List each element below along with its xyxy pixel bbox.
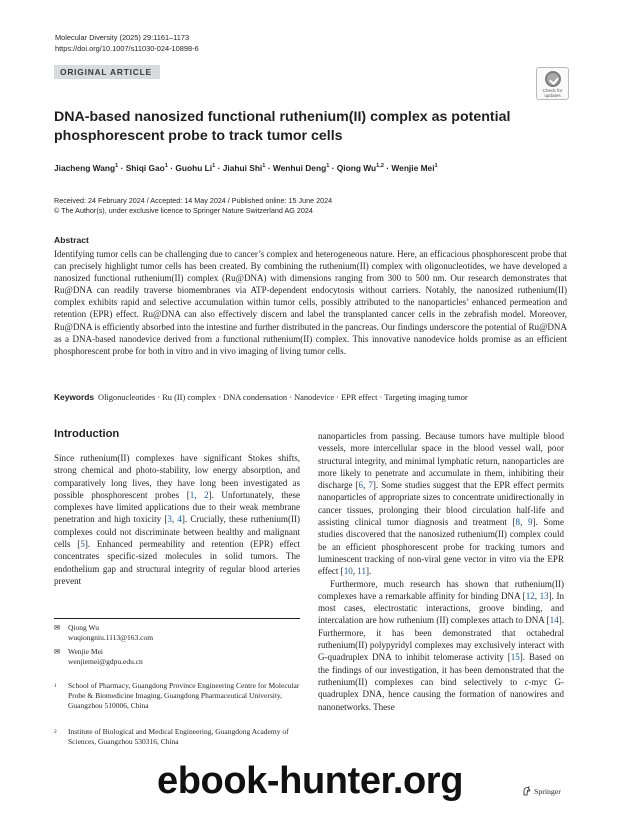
doi-link[interactable]: https://doi.org/10.1007/s11030-024-10898-6 <box>55 44 199 53</box>
text-run: , <box>194 489 205 500</box>
author-affiliation-marker: 1 <box>434 163 438 170</box>
author-separator: · <box>118 163 126 173</box>
text-run: nanoparticles from passing. Because tumors have multiple blood vessels, more intercellular space in the blood vessel wall, poor structural integrity, and minimal lymphatic return, nanoparticles are more likely to penetrate and accumulate in them, inhibiting their discharge [ <box>318 431 564 491</box>
citation-link[interactable]: 2 <box>204 489 209 500</box>
author-separator: · <box>167 163 176 173</box>
author-name[interactable]: Guohu Li <box>175 163 213 173</box>
author-affiliation-marker: 1 <box>326 163 330 170</box>
citation-link[interactable]: 13 <box>539 590 549 601</box>
text-run: ]. Based on the findings of our investigation, it has been demonstrated that the ruthenium(II) complexes can bind selectively to c-myc G-quadruplex DNA, hence causing the formation of nanowires and nanonetworks. These <box>318 652 564 712</box>
copyright-notice: © The Author(s), under exclusive licence to Springer Nature Switzerland AG 2024 <box>54 206 313 215</box>
watermark: ebook-hunter.org <box>156 760 464 802</box>
author-affiliation-marker: 1,2 <box>376 163 384 170</box>
intro-paragraph <box>318 430 564 578</box>
author-list <box>54 163 564 173</box>
text-run: Since ruthenium(II) complexes have significant Stokes shifts, strong chemical and photo-stability, low energy absorption, and comparatively long lives, they have long been investigated as possible phosphorescent probes [ <box>54 453 300 500</box>
citation-link[interactable]: 7 <box>368 480 373 491</box>
affiliation-text: School of Pharmacy, Guangdong Province Engineering Centre for Molecular Probe & Biomedicine Imaging, Guangdong Pharmaceutical University, Guangzhou 510006, China <box>68 681 300 711</box>
text-run: , <box>363 480 369 491</box>
intro-paragraph <box>318 578 564 713</box>
author-name[interactable]: Jiacheng Wang <box>54 163 116 173</box>
citation-link[interactable]: 11 <box>357 566 366 577</box>
contact-name: Wenjie Mei <box>68 647 104 656</box>
text-run: ]. Furthermore, it has been demonstrated that octahedral ruthenium(II) polypyridyl complexes may exclusively interact with G-quadruplex DNA to inhibit telomerase activity [ <box>318 615 564 663</box>
text-run: ]. Some studies discovered that the nanosized ruthenium(II) complex could be an efficient phosphorescent probe for tracking tumors and luminescent tracking of non-viral gene vector in vitro via the EPR effect [ <box>318 517 564 577</box>
publication-dates: Received: 24 February 2024 / Accepted: 14 May 2024 / Published online: 15 June 2024 <box>54 196 333 205</box>
text-run: , <box>171 514 178 525</box>
text-run: Furthermore, much research has shown that ruthenium(II) complexes have a remarkable affinity for binding DNA [ <box>318 578 564 601</box>
footnote-divider <box>54 618 300 619</box>
citation-link[interactable]: 6 <box>358 480 364 491</box>
keywords-text: Oligonucleotides · Ru (II) complex · DNA condensation · Nanodevice · EPR effect · Targeting imaging tumor <box>98 393 468 402</box>
author-affiliation-marker: 1 <box>262 163 266 170</box>
article-type-label: ORIGINAL ARTICLE <box>54 65 160 79</box>
intro-paragraph <box>54 452 300 587</box>
keywords <box>54 392 567 402</box>
publisher-name: Springer <box>534 786 561 796</box>
abstract-text: Identifying tumor cells can be challenging due to cancer’s complex and heterogeneous nature. Here, an efficacious phosphorescent probe that can precisely highlight tumor cells has been created. By combining the ruthenium(II) complex with oligonucleotides, we have developed a nanosized functional ruthenium(II) complex (Ru@DNA) with dimensions ranging from 300 to 500 nm. Our research demonstrates that Ru@DNA can readily traverse biomembranes via ATP-dependent endocytosis without carriers. Notably, the nanosized ruthenium(II) complex exhibits rapid and selective accumulation within tumor cells, possibly attributed to the nanoparticles’ enhanced permeation and retention (EPR) effect. Ru@DNA can also effectively discern and label the transplanted cancer cells in the zebrafish model. Moreover, Ru@DNA is efficiently absorbed into the intestine and further distributed in the pancreas. Our findings underscore the potential of Ru@DNA as a DNA-based nanodevice derived from a functional ruthenium(II) complex. This innovative nanodevice holds promise as an efficient phosphorescent probe for both in vitro and in vivo imaging of living tumor cells. <box>54 249 567 356</box>
check-badge-icon <box>545 71 561 87</box>
keywords-label: Keywords <box>54 392 95 402</box>
journal-citation: Molecular Diversity (2025) 29:1161–1173 <box>55 33 190 42</box>
text-run: ]. Enhanced permeability and retention (EPR) effect concentrates specific-sized molecules in solid tumors. The endothelium gap and structural integrity of regular blood arteries prevent <box>54 539 300 586</box>
author-separator: · <box>383 163 392 173</box>
envelope-icon: ✉ <box>54 623 61 632</box>
envelope-icon: ✉ <box>54 647 61 656</box>
contact-name: Qiong Wu <box>68 623 100 632</box>
affiliation-text: Institute of Biological and Medical Engineering, Guangdong Academy of Sciences, Guangzhou 530316, China <box>68 727 289 747</box>
text-run: ]. In most cases, electrostatic interactions, groove binding, and intercalation are how ruthenium (II) complexes attach to DNA [ <box>318 590 564 626</box>
text-run: ]. Unfortunately, these complexes have limited applications due to their weak membrane penetration and high toxicity [ <box>54 489 300 525</box>
citation-link[interactable]: 10 <box>343 566 353 577</box>
citation-link[interactable]: 8 <box>515 517 521 528</box>
author-name[interactable]: Wenjie Mei <box>391 163 435 173</box>
body-column-right <box>318 430 564 713</box>
author-affiliation-marker: 1 <box>115 163 119 170</box>
author-separator: · <box>215 163 223 173</box>
author-name[interactable]: Wenhui Deng <box>272 163 327 173</box>
body-column-left <box>54 452 300 587</box>
author-name[interactable]: Shiqi Gao <box>125 163 165 173</box>
citation-link[interactable]: 15 <box>510 652 520 663</box>
citation-link[interactable]: 9 <box>527 517 533 528</box>
crossmark-button[interactable] <box>536 67 569 100</box>
contact-email[interactable]: wuqiongniu.1113@163.com <box>68 633 154 642</box>
affiliation-number: 1 <box>54 683 57 689</box>
citation-link[interactable]: 3 <box>167 514 172 525</box>
author-affiliation-marker: 1 <box>212 163 216 170</box>
author-separator: · <box>265 163 273 173</box>
crossmark-line1: Check for <box>542 88 563 93</box>
article-title: DNA-based nanosized functional ruthenium(II) complex as potential phosphorescent probe to track tumor cells <box>54 109 511 144</box>
author-name[interactable]: Jiahui Shi <box>222 163 263 173</box>
contact-email[interactable]: wenjiemei@gdpu.edu.cn <box>68 657 143 666</box>
citation-link[interactable]: 14 <box>549 615 559 626</box>
text-run: , <box>534 590 540 601</box>
text-run: ]. Crucially, these ruthenium(II) complexes could not discriminate between healthy and malignant cells [ <box>54 514 300 550</box>
section-heading-introduction: Introduction <box>54 428 120 440</box>
affiliation-number: 2 <box>54 729 57 735</box>
author-separator: · <box>329 163 337 173</box>
abstract-heading: Abstract <box>54 235 89 245</box>
citation-link[interactable]: 5 <box>80 539 85 550</box>
text-run: ]. <box>366 566 372 577</box>
text-run: , <box>520 517 528 528</box>
citation-link[interactable]: 4 <box>177 514 182 525</box>
text-run: ]. Some studies suggest that the EPR effect permits nanoparticles of appropriate sizes to concentrate unidirectionally in cancer tissues, prolonging their blood circulation half-life and assisting clinical tumor diagnosis and treatment [ <box>318 480 565 528</box>
crossmark-line2: updates <box>544 93 561 98</box>
author-name[interactable]: Qiong Wu <box>336 163 377 173</box>
author-affiliation-marker: 1 <box>164 163 168 170</box>
citation-link[interactable]: 1 <box>189 489 195 500</box>
text-run: , <box>352 566 358 577</box>
citation-link[interactable]: 12 <box>525 590 535 601</box>
